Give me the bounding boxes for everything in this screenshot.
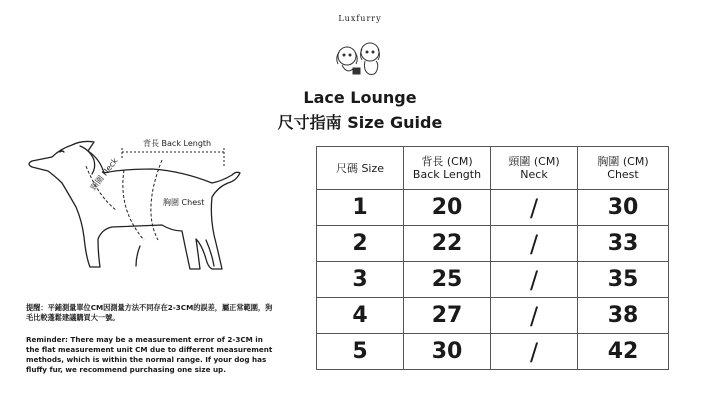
table-row: [317, 226, 669, 262]
neck-cell: /: [491, 226, 578, 262]
size-cell: 4: [317, 298, 404, 334]
neck-label: 頸圍 Neck: [88, 156, 120, 193]
back-length-cell: 27: [404, 298, 491, 334]
size-cell: 1: [317, 190, 404, 226]
brand-name: Luxfurry: [338, 14, 382, 23]
size-cell: 5: [317, 334, 404, 370]
back-length-cell: 20: [404, 190, 491, 226]
reminder-note-chinese: 提醒：平鋪測量單位CM因測量方法不同存在2-3CM的誤差，屬正常範圍，狗毛比較蓬鬆建議購買大一號。: [26, 303, 273, 322]
header-size: [317, 147, 404, 190]
product-title: Lace Lounge: [303, 88, 417, 107]
header-neck: [491, 147, 578, 190]
size-table: [316, 146, 669, 370]
table-row: [317, 298, 669, 334]
header-neck-en: Neck: [520, 168, 548, 181]
table-row: [317, 334, 669, 370]
size-cell: 2: [317, 226, 404, 262]
header-size-label: 尺碼 Size: [335, 161, 385, 175]
back-length-cell: 25: [404, 262, 491, 298]
back-length-cell: 22: [404, 226, 491, 262]
header-chest-en: Chest: [607, 168, 639, 181]
table-row: [317, 262, 669, 298]
table-header-row: [317, 147, 669, 190]
chest-label: 胸圍 Chest: [163, 198, 205, 207]
chest-cell: 33: [578, 226, 669, 262]
size-cell: 3: [317, 262, 404, 298]
chest-cell: 42: [578, 334, 669, 370]
neck-cell: /: [491, 298, 578, 334]
header-back-length-en: Back Length: [412, 168, 482, 181]
header-chest-unit: 胸圍 (CM): [597, 155, 649, 168]
header-chest: [578, 147, 669, 190]
chest-cell: 35: [578, 262, 669, 298]
header-back-length-unit: 背長 (CM): [421, 155, 473, 168]
size-guide-title: 尺寸指南 Size Guide: [277, 113, 443, 132]
dog-outline-icon: [24, 130, 279, 290]
neck-cell: /: [491, 190, 578, 226]
neck-cell: /: [491, 262, 578, 298]
table-row: [317, 190, 669, 226]
neck-cell: /: [491, 334, 578, 370]
back-length-cell: 30: [404, 334, 491, 370]
header-back-length: [404, 147, 491, 190]
reminder-note-english: Reminder: There may be a measurement error of 2-3CM in the flat measurement unit CM due to different measurement methods, which is within the normal range. If your dog has fluffy fur, we recommend purchasing one size up.: [26, 335, 273, 374]
header-neck-unit: 頸圍 (CM): [508, 155, 560, 168]
chest-cell: 38: [578, 298, 669, 334]
back-length-label: 背長 Back Length: [143, 139, 212, 148]
chest-cell: 30: [578, 190, 669, 226]
